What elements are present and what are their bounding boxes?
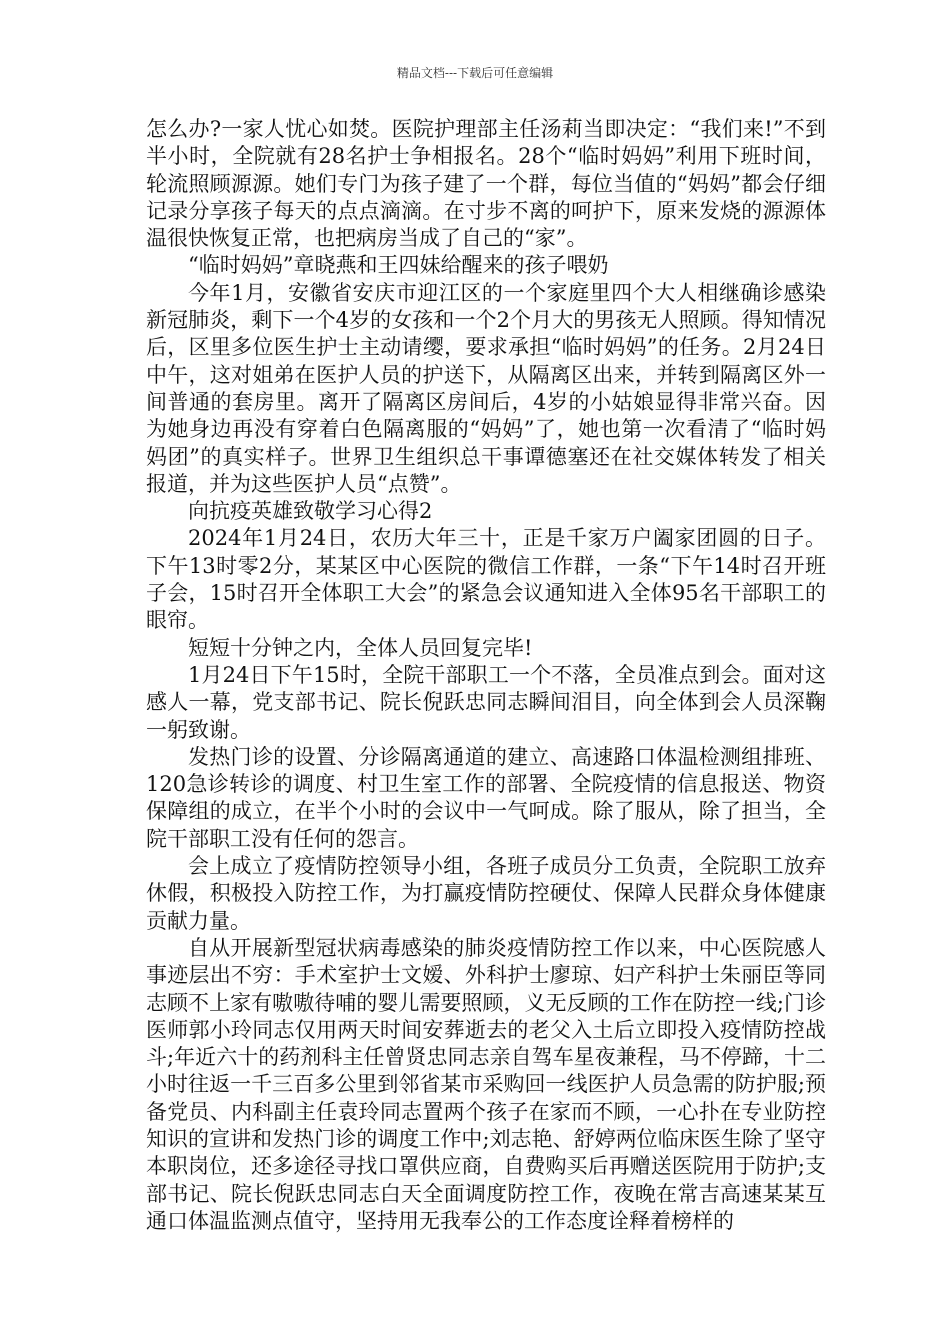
paragraph: 短短十分钟之内，全体人员回复完毕! xyxy=(188,635,533,660)
section-heading: 向抗疫英雄致敬学习心得2 xyxy=(188,499,433,524)
paragraph: 发热门诊的设置、分诊隔离通道的建立、高速路口体温检测组排班、120急诊转诊的调度、村卫生室工作的部署、全院疫情的信息报送、物资保障组的成立，在半个小时的会议中一气呵成。除了服从，除了担当，全院干部职工没有任何的怨言。 xyxy=(146,744,826,851)
paragraph: 自从开展新型冠状病毒感染的肺炎疫情防控工作以来，中心医院感人事迹层出不穷：手术室护士文嫒、外科护士廖琼、妇产科护士朱丽臣等同志顾不上家有嗷嗷待哺的婴儿需要照顾，义无反顾的工作在防控一线;门诊医师郭小玲同志仅用两天时间安葬逝去的老父入土后立即投入疫情防控战斗;年近六十的药剂科主任曾贤忠同志亲自驾车星夜兼程，马不停蹄，十二小时往返一千三百多公里到邻省某市采购回一线医护人员急需的防护服;预备党员、内科副主任袁玲同志置两个孩子在家而不顾，一心扑在专业防控知识的宣讲和发热门诊的调度工作中;刘志艳、舒婷两位临床医生除了坚守本职岗位，还多途径寻找口罩供应商，自费购买后再赠送医院用于防护;支部书记、院长倪跃忠同志白天全面调度防控工作，夜晚在常吉高速某某互通口体温监测点值守，坚持用无我奉公的工作态度诠释着榜样的 xyxy=(146,935,826,1233)
paragraph: “临时妈妈”章晓燕和王四妹给醒来的孩子喂奶 xyxy=(188,253,609,278)
paragraph: 2024年1月24日，农历大年三十，正是千家万户阖家团圆的日子。下午13时零2分，某某区中心医院的微信工作群，一条“下午14时召开班子会，15时召开全体职工大会”的紧急会议通知进入全体95名干部职工的眼帘。 xyxy=(146,526,826,633)
document-body xyxy=(146,116,826,1235)
paragraph: 会上成立了疫情防控领导小组，各班子成员分工负责，全院职工放弃休假，积极投入防控工作，为打赢疫情防控硬仗、保障人民群众身体健康贡献力量。 xyxy=(146,854,826,933)
paragraph: 怎么办?一家人忧心如焚。医院护理部主任汤莉当即决定：“我们来!”不到半小时，全院就有28名护士争相报名。28个“临时妈妈”利用下班时间，轮流照顾源源。她们专门为孩子建了一个群，每位当值的“妈妈”都会仔细记录分享孩子每天的点点滴滴。在寸步不离的呵护下，原来发烧的源源体温很快恢复正常，也把病房当成了自己的“家”。 xyxy=(146,117,826,251)
paragraph: 今年1月，安徽省安庆市迎江区的一个家庭里四个大人相继确诊感染新冠肺炎，剩下一个4岁的女孩和一个2个月大的男孩无人照顾。得知情况后，区里多位医生护士主动请缨，要求承担“临时妈妈”的任务。2月24日中午，这对姐弟在医护人员的护送下，从隔离区出来，并转到隔离区外一间普通的套房里。离开了隔离区房间后，4岁的小姑娘显得非常兴奋。因为她身边再没有穿着白色隔离服的“妈妈”了，她也第一次看清了“临时妈妈团”的真实样子。世界卫生组织总干事谭德塞还在社交媒体转发了相关报道，并为这些医护人员“点赞”。 xyxy=(146,280,826,496)
page-header: 精品文档---下载后可任意编辑 xyxy=(396,66,554,80)
paragraph: 1月24日下午15时，全院干部职工一个不落，全员准点到会。面对这感人一幕，党支部书记、院长倪跃忠同志瞬间泪目，向全体到会人员深鞠一躬致谢。 xyxy=(146,662,826,742)
